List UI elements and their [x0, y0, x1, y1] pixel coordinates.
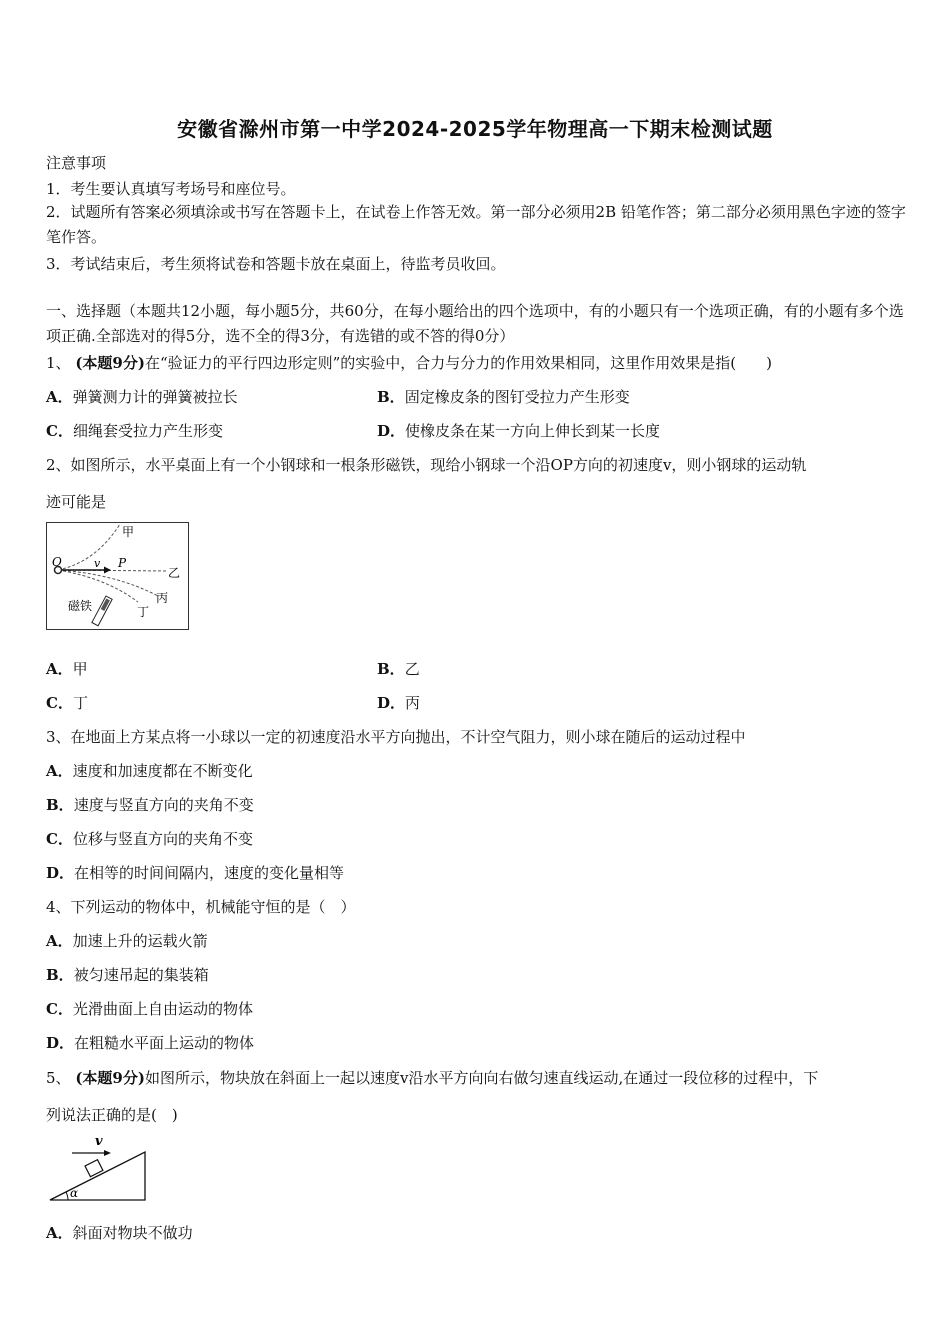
- option-text: 光滑曲面上自由运动的物体: [72, 1000, 253, 1018]
- question-points: (本题9分): [75, 354, 145, 372]
- q4-option-d[interactable]: [46, 1032, 254, 1053]
- notice-item-3: 3．考试结束后，考生须将试卷和答题卡放在桌面上，待监考员收回。: [46, 255, 506, 273]
- label-magnet: 磁铁: [68, 599, 93, 613]
- question-text: 在“验证力的平行四边形定则”的实验中，合力与分力的作用效果相同，这里作用效果是指( ): [144, 354, 773, 372]
- label-p: P: [118, 556, 127, 570]
- q4-option-c[interactable]: [46, 998, 253, 1019]
- q5-option-a[interactable]: [46, 1222, 193, 1243]
- label-v: v: [94, 557, 101, 570]
- label-alpha: α: [70, 1186, 79, 1200]
- velocity-arrowhead: [104, 1150, 111, 1156]
- option-text: 加速上升的运载火箭: [72, 932, 208, 950]
- option-text: 在粗糙水平面上运动的物体: [74, 1034, 255, 1052]
- option-text: 细绳套受拉力产生形变: [72, 422, 223, 440]
- q4-option-a[interactable]: [46, 930, 208, 951]
- option-label: C．: [46, 1000, 73, 1018]
- option-text: 速度和加速度都在不断变化: [72, 762, 253, 780]
- q2-option-a[interactable]: [46, 658, 88, 679]
- option-text: 丁: [72, 694, 88, 712]
- q3-option-a[interactable]: [46, 760, 253, 781]
- question-number: 5、: [46, 1069, 71, 1087]
- question-3-stem: 3、在地面上方某点将一小球以一定的初速度沿水平方向抛出，不计空气阻力，则小球在随后的运动过程中: [46, 728, 746, 746]
- option-label: A．: [46, 1224, 73, 1242]
- option-text: 甲: [72, 660, 88, 678]
- q3-option-b[interactable]: [46, 794, 254, 815]
- option-text: 位移与竖直方向的夹角不变: [72, 830, 253, 848]
- option-label: D．: [46, 864, 75, 882]
- option-text: 被匀速吊起的集装箱: [73, 966, 209, 984]
- option-label: D．: [46, 1034, 75, 1052]
- section-heading: 一、选择题（本题共12小题，每小题5分，共60分，在每小题给出的四个选项中，有的小题只有一个选项正确，有的小题有多个选项正确.全部选对的得5分，选不全的得3分，有选错的或不答的得0分）: [46, 302, 904, 345]
- option-label: C．: [46, 830, 73, 848]
- question-2-stem-line1: 2、如图所示，水平桌面上有一个小钢球和一根条形磁铁，现给小钢球一个沿OP方向的初速度v，则小钢球的运动轨: [46, 456, 807, 474]
- question-5-stem-line1: [46, 1067, 908, 1088]
- option-label: B．: [46, 966, 74, 984]
- q2-option-b[interactable]: [377, 658, 420, 679]
- option-text: 乙: [404, 660, 420, 678]
- question-points: (本题9分): [75, 1069, 145, 1087]
- option-label: D．: [377, 422, 406, 440]
- option-text: 使橡皮条在某一方向上伸长到某一长度: [405, 422, 661, 440]
- label-yi: 乙: [168, 566, 181, 580]
- q1-option-d[interactable]: [377, 420, 660, 441]
- label-o: O: [52, 555, 62, 569]
- option-label: A．: [46, 932, 73, 950]
- notice-item-1: 1．考生要认真填写考场号和座位号。: [46, 180, 296, 198]
- option-label: D．: [377, 694, 406, 712]
- label-v: v: [95, 1134, 103, 1149]
- option-label: B．: [377, 660, 405, 678]
- q2-figure-magnet-ball: [46, 522, 189, 630]
- option-text: 固定橡皮条的图钉受拉力产生形变: [404, 388, 630, 406]
- q2-option-c[interactable]: [46, 692, 88, 713]
- q4-option-b[interactable]: [46, 964, 209, 985]
- option-text: 在相等的时间间隔内，速度的变化量相等: [74, 864, 345, 882]
- q1-option-b[interactable]: [377, 386, 630, 407]
- option-label: B．: [377, 388, 405, 406]
- label-ding: 丁: [137, 605, 150, 619]
- q1-option-a[interactable]: [46, 386, 238, 407]
- option-text: 速度与竖直方向的夹角不变: [73, 796, 254, 814]
- option-label: B．: [46, 796, 74, 814]
- option-label: C．: [46, 694, 73, 712]
- q5-figure-incline: [46, 1130, 150, 1204]
- question-text: 如图所示，物块放在斜面上一起以速度v沿水平方向向右做匀速直线运动,在通过一段位移的过程中，下: [144, 1069, 819, 1087]
- question-4-stem: 4、下列运动的物体中，机械能守恒的是（ ）: [46, 898, 356, 916]
- option-text: 斜面对物块不做功: [72, 1224, 193, 1242]
- question-5-stem-line2: 列说法正确的是( ): [46, 1106, 178, 1124]
- q1-option-c[interactable]: [46, 420, 223, 441]
- notice-item-2: 2．试题所有答案必须填涂或书写在答题卡上，在试卷上作答无效。第一部分必须用2B 铅笔作答；第二部分必须用黑色字迹的签字笔作答。: [46, 203, 906, 246]
- q2-option-d[interactable]: [377, 692, 420, 713]
- q3-option-c[interactable]: [46, 828, 253, 849]
- option-text: 丙: [405, 694, 421, 712]
- question-2-stem-line2: 迹可能是: [46, 493, 107, 511]
- question-number: 1、: [46, 354, 71, 372]
- option-label: A．: [46, 762, 73, 780]
- page-title: 安徽省滁州市第一中学2024-2025学年物理高一下期末检测试题: [177, 117, 773, 141]
- label-jia: 甲: [122, 525, 135, 539]
- option-label: A．: [46, 660, 73, 678]
- q3-option-d[interactable]: [46, 862, 344, 883]
- label-bing: 丙: [156, 591, 169, 605]
- option-label: C．: [46, 422, 73, 440]
- notice-heading: 注意事项: [46, 154, 107, 172]
- option-text: 弹簧测力计的弹簧被拉长: [72, 388, 238, 406]
- option-label: A．: [46, 388, 73, 406]
- question-1-stem: [46, 352, 908, 373]
